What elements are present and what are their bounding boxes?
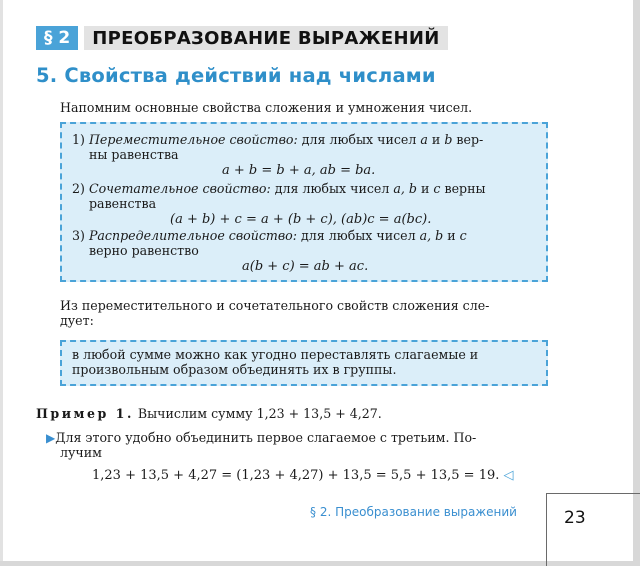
- property-3-line-2: верно равенство: [89, 243, 199, 258]
- page-bottom-edge: [0, 561, 640, 566]
- example-heading: [36, 406, 382, 421]
- example-formula-text: 1,23 + 13,5 + 4,27 = (1,23 + 4,27) + 13,5 = 5,5 + 13,5 = 19.: [92, 468, 500, 483]
- consequence-line-1: Из переместительного и сочетательного свойств сложения сле-: [60, 298, 490, 313]
- conclusion-line-2: произвольным образом объединять их в группы.: [72, 362, 397, 377]
- property-1-line-2: ны равенства: [89, 147, 179, 162]
- page-number: 23: [564, 508, 586, 528]
- property-1-line-1: 1) Переместительное свойство: для любых чисел a и b вер-: [72, 132, 484, 147]
- example-statement: Вычислим сумму 1,23 + 13,5 + 4,27.: [137, 406, 382, 421]
- property-3-formula: a(b + c) = ab + ac.: [242, 259, 369, 274]
- solution-text-1: Для этого удобно объединить первое слагаемое с третьим. По-: [55, 430, 477, 445]
- consequence-text: [60, 298, 489, 328]
- conclusion-box: [60, 340, 548, 386]
- section-number-badge: § 2: [36, 26, 78, 50]
- section-header: [36, 26, 448, 50]
- solution-end-icon: ◁: [503, 468, 514, 483]
- example-solution-line-2: лучим: [60, 445, 102, 460]
- subsection-title: 5. Свойства действий над числами: [36, 64, 436, 87]
- page-right-edge: [633, 0, 640, 566]
- example-label: Пример 1.: [36, 406, 134, 421]
- page-left-edge: [0, 0, 3, 566]
- footer-divider: [546, 493, 640, 494]
- intro-text: Напомним основные свойства сложения и умножения чисел.: [60, 100, 473, 115]
- property-2-formula: (a + b) + c = a + (b + c), (ab)c = a(bc).: [170, 212, 432, 227]
- section-title: ПРЕОБРАЗОВАНИЕ ВЫРАЖЕНИЙ: [84, 26, 447, 50]
- property-1-formula: a + b = b + a, ab = ba.: [222, 163, 376, 178]
- property-2-line-2: равенства: [89, 196, 157, 211]
- property-2-line-1: 2) Сочетательное свойство: для любых чисел a, b и c верны: [72, 181, 486, 196]
- property-3-line-1: 3) Распределительное свойство: для любых чисел a, b и c: [72, 228, 467, 243]
- footer-divider-vertical: [546, 493, 547, 566]
- example-formula: [92, 468, 514, 483]
- footer-section-ref: § 2. Преобразование выражений: [310, 505, 517, 519]
- conclusion-line-1: в любой сумме можно как угодно переставлять слагаемые и: [72, 347, 479, 362]
- example-solution-line-1: [46, 430, 476, 446]
- consequence-line-2: дует:: [60, 313, 94, 328]
- solution-arrow-icon: ▶: [46, 431, 56, 445]
- properties-box: [60, 122, 548, 282]
